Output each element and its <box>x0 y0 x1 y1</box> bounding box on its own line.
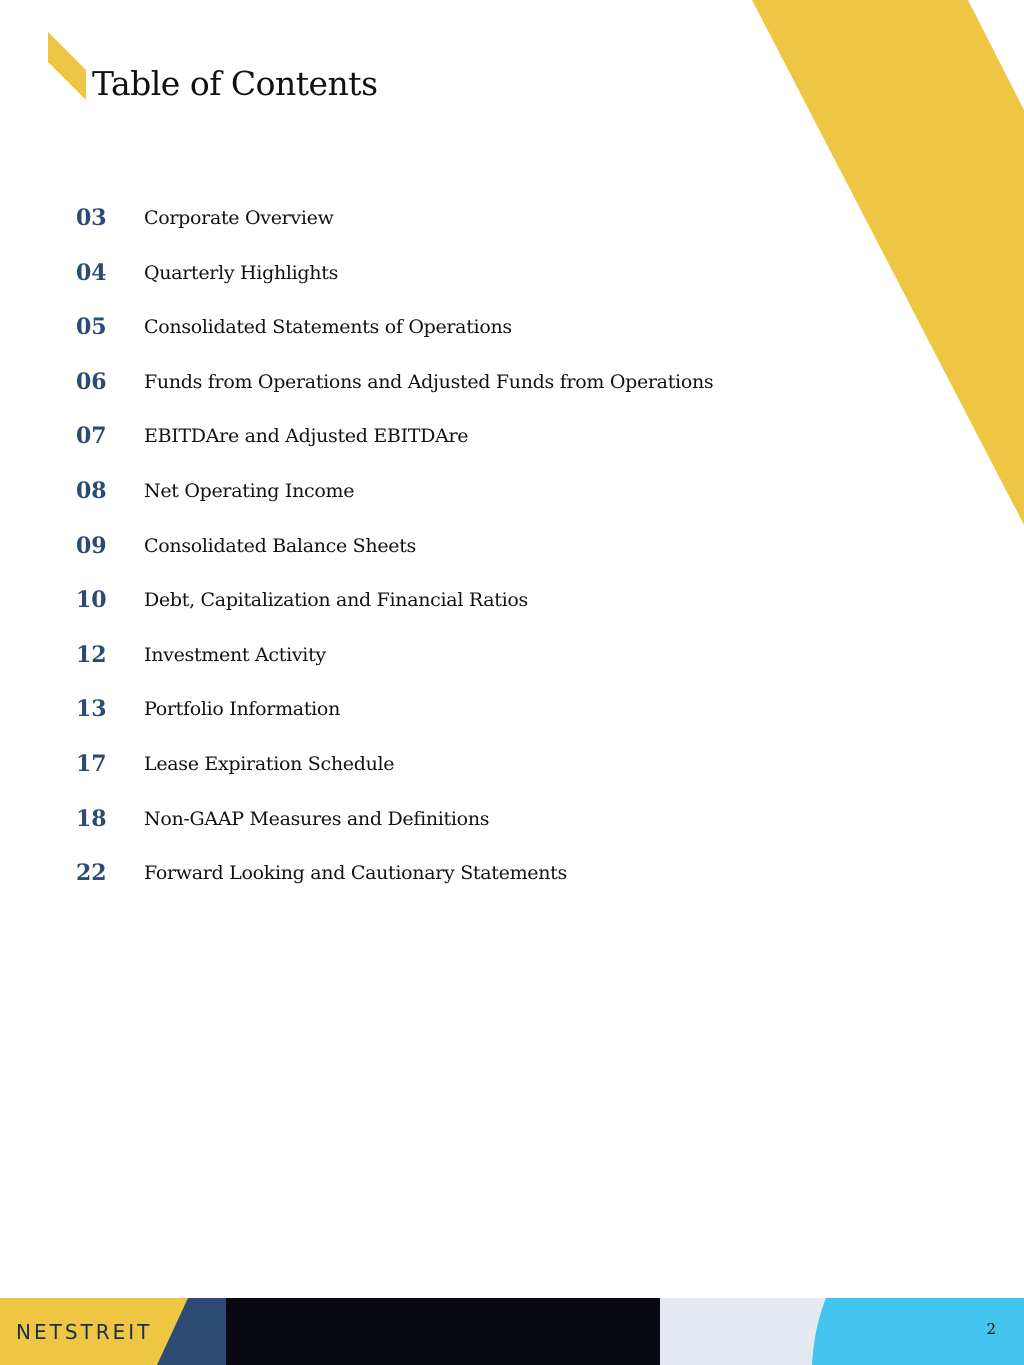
toc-entry[interactable] <box>76 746 776 801</box>
toc-entry[interactable] <box>76 364 776 419</box>
toc-entry-title: Quarterly Highlights <box>144 261 339 284</box>
toc-entry[interactable] <box>76 200 776 255</box>
toc-entry-title: Debt, Capitalization and Financial Ratios <box>144 589 529 612</box>
toc-page-number: 13 <box>76 696 107 723</box>
toc-entry-title: Consolidated Statements of Operations <box>144 316 512 339</box>
toc-page-number: 10 <box>76 587 107 614</box>
toc-entry-title: Investment Activity <box>144 643 326 666</box>
toc-page-number: 06 <box>76 368 107 395</box>
table-of-contents <box>76 200 776 910</box>
toc-entry-title: EBITDAre and Adjusted EBITDAre <box>144 425 469 448</box>
toc-page-number: 18 <box>76 805 107 832</box>
toc-page-number: 07 <box>76 423 107 450</box>
footer-bar <box>0 1298 1024 1365</box>
toc-entry[interactable] <box>76 582 776 637</box>
toc-entry-title: Net Operating Income <box>144 479 355 502</box>
toc-entry[interactable] <box>76 473 776 528</box>
page-number: 2 <box>986 1320 996 1338</box>
toc-entry-title: Funds from Operations and Adjusted Funds from Operations <box>144 370 714 393</box>
footer-color-blocks <box>0 1298 1024 1365</box>
toc-entry[interactable] <box>76 528 776 583</box>
toc-entry[interactable] <box>76 691 776 746</box>
toc-entry-title: Non-GAAP Measures and Definitions <box>144 807 490 830</box>
toc-entry[interactable] <box>76 637 776 692</box>
toc-page-number: 05 <box>76 314 107 341</box>
toc-page-number: 04 <box>76 259 107 286</box>
toc-entry[interactable] <box>76 855 776 910</box>
toc-page-number: 09 <box>76 532 107 559</box>
toc-entry[interactable] <box>76 418 776 473</box>
toc-page-number: 17 <box>76 750 107 777</box>
brand-logo-text: NETSTREIT <box>16 1320 153 1344</box>
toc-page-number: 22 <box>76 860 107 887</box>
toc-entry-title: Lease Expiration Schedule <box>144 752 395 775</box>
toc-page-number: 03 <box>76 205 107 231</box>
toc-page-number: 08 <box>76 477 107 504</box>
page-title: Table of Contents <box>92 64 378 103</box>
toc-entry[interactable] <box>76 801 776 856</box>
toc-entry[interactable] <box>76 309 776 364</box>
title-accent-mark <box>48 32 88 102</box>
toc-page-number: 12 <box>76 641 107 668</box>
toc-entry-title: Portfolio Information <box>144 698 341 721</box>
toc-entry-title: Corporate Overview <box>144 207 334 229</box>
toc-entry[interactable] <box>76 255 776 310</box>
toc-entry-title: Forward Looking and Cautionary Statements <box>144 862 567 885</box>
toc-entry-title: Consolidated Balance Sheets <box>144 534 417 557</box>
